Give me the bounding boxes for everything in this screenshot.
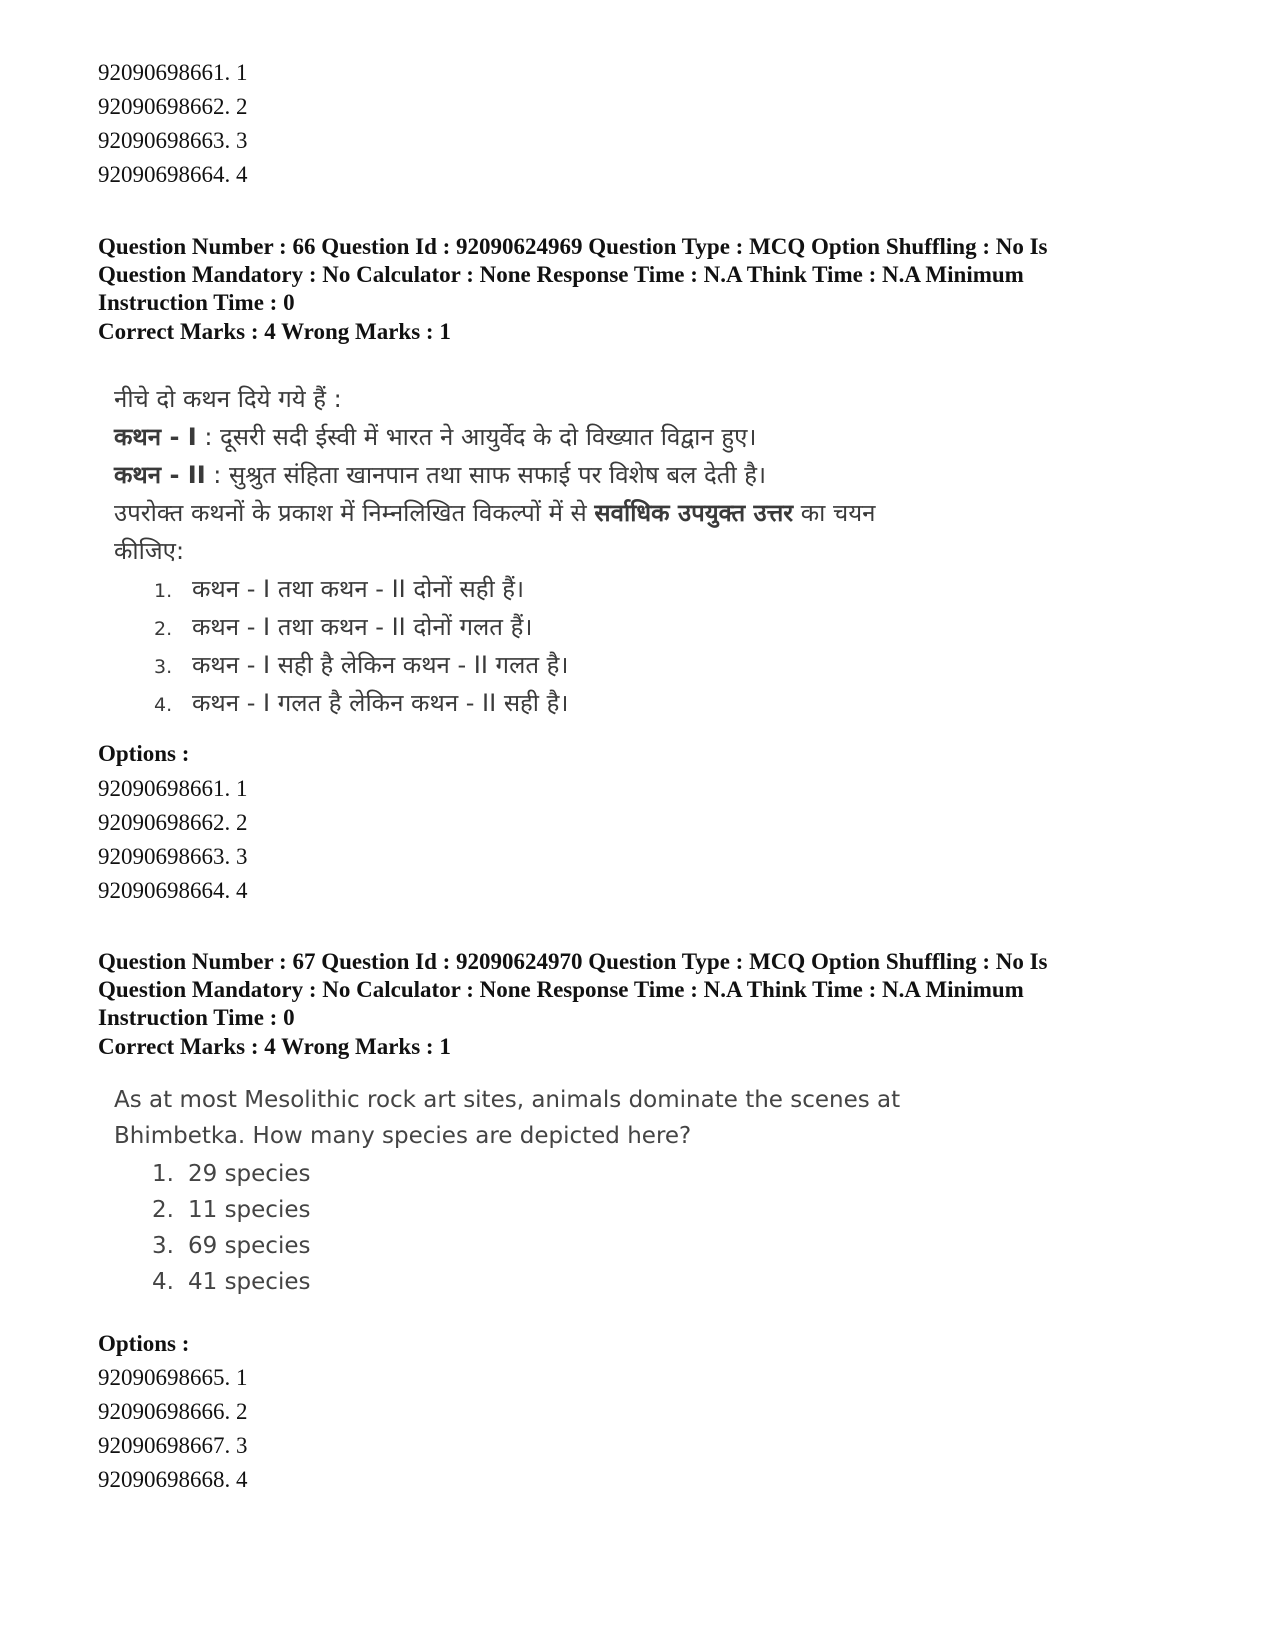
q66-s1-text: : दूसरी सदी ईस्वी में भारत ने आयुर्वेद के दो विख्यात विद्वान हुए। — [196, 423, 757, 451]
q66-choice — [154, 610, 532, 643]
q66-s1-label: कथन - I — [114, 423, 197, 451]
q67-options-list — [98, 1361, 248, 1497]
q67-header-line3: Instruction Time : 0 — [98, 1005, 295, 1030]
option-row: 92090698667. 3 — [98, 1433, 248, 1458]
option-row: 92090698663. 3 — [98, 128, 248, 153]
choice-text: 69 species — [188, 1233, 311, 1259]
choice-text: 11 species — [188, 1197, 311, 1223]
q67-stem-line1: As at most Mesolithic rock art sites, animals dominate the scenes at — [114, 1087, 901, 1113]
q67-choice — [152, 1161, 310, 1187]
q66-instruction — [114, 496, 876, 529]
top-options-list — [98, 56, 248, 192]
q66-s2-label: कथन - II — [114, 461, 206, 489]
choice-number: 3. — [152, 1233, 174, 1259]
option-row: 92090698666. 2 — [98, 1399, 248, 1424]
option-row: 92090698664. 4 — [98, 162, 248, 187]
q67-choice — [152, 1197, 310, 1223]
option-row: 92090698668. 4 — [98, 1467, 248, 1492]
choice-text: कथन - I सही है लेकिन कथन - II गलत है। — [192, 651, 569, 679]
q66-choice — [154, 648, 569, 681]
option-row: 92090698665. 1 — [98, 1365, 248, 1390]
q66-statement-1 — [114, 420, 756, 453]
option-row: 92090698661. 1 — [98, 60, 248, 85]
q67-choice — [152, 1233, 310, 1259]
q67-choice — [152, 1269, 310, 1295]
q66-s2-text: : सुश्रुत संहिता खानपान तथा साफ सफाई पर विशेष बल देती है। — [205, 461, 767, 489]
choice-number: 4. — [154, 694, 173, 716]
q66-instr-post: का चयन — [793, 499, 876, 527]
q66-header-line2: Question Mandatory : No Calculator : None Response Time : N.A Think Time : N.A Minimum — [98, 262, 1024, 287]
q67-header — [98, 948, 1198, 1032]
choice-number: 1. — [154, 580, 173, 602]
choice-number: 2. — [154, 618, 173, 640]
q66-instr-bold: सर्वाधिक उपयुक्त उत्तर — [594, 499, 794, 527]
option-row: 92090698662. 2 — [98, 810, 248, 835]
q66-statement-2 — [114, 458, 766, 491]
q67-header-line1: Question Number : 67 Question Id : 92090624970 Question Type : MCQ Option Shuffling : No Is — [98, 949, 1048, 974]
q67-header-line2: Question Mandatory : No Calculator : None Response Time : N.A Think Time : N.A Minimum — [98, 977, 1024, 1002]
choice-text: कथन - I तथा कथन - II दोनों गलत हैं। — [192, 613, 533, 641]
option-row: 92090698664. 4 — [98, 878, 248, 903]
choice-number: 1. — [152, 1161, 174, 1187]
q66-options-list — [98, 772, 248, 908]
q66-choice — [154, 686, 569, 719]
option-row: 92090698663. 3 — [98, 844, 248, 869]
q67-stem-line2: Bhimbetka. How many species are depicted here? — [114, 1123, 692, 1149]
q66-header — [98, 233, 1198, 317]
q66-marks: Correct Marks : 4 Wrong Marks : 1 — [98, 319, 451, 344]
choice-text: 41 species — [188, 1269, 311, 1295]
choice-text: 29 species — [188, 1161, 311, 1187]
choice-number: 4. — [152, 1269, 174, 1295]
q66-question-body — [114, 382, 1014, 722]
option-row: 92090698661. 1 — [98, 776, 248, 801]
q66-choice — [154, 572, 524, 605]
q67-options-title: Options : — [98, 1331, 190, 1356]
choice-text: कथन - I तथा कथन - II दोनों सही हैं। — [192, 575, 525, 603]
q67-marks: Correct Marks : 4 Wrong Marks : 1 — [98, 1034, 451, 1059]
q66-instr-pre: उपरोक्त कथनों के प्रकाश में निम्नलिखित विकल्पों में से — [114, 499, 595, 527]
q66-options-title: Options : — [98, 741, 190, 766]
q66-header-line1: Question Number : 66 Question Id : 92090624969 Question Type : MCQ Option Shuffling : No Is — [98, 234, 1048, 259]
choice-text: कथन - I गलत है लेकिन कथन - II सही है। — [192, 689, 569, 717]
q66-instruction-line2: कीजिए: — [114, 537, 185, 565]
q66-header-line3: Instruction Time : 0 — [98, 290, 295, 315]
option-row: 92090698662. 2 — [98, 94, 248, 119]
q66-intro: नीचे दो कथन दिये गये हैं : — [114, 385, 342, 413]
q67-question-body — [114, 1087, 1014, 1307]
choice-number: 2. — [152, 1197, 174, 1223]
choice-number: 3. — [154, 656, 173, 678]
